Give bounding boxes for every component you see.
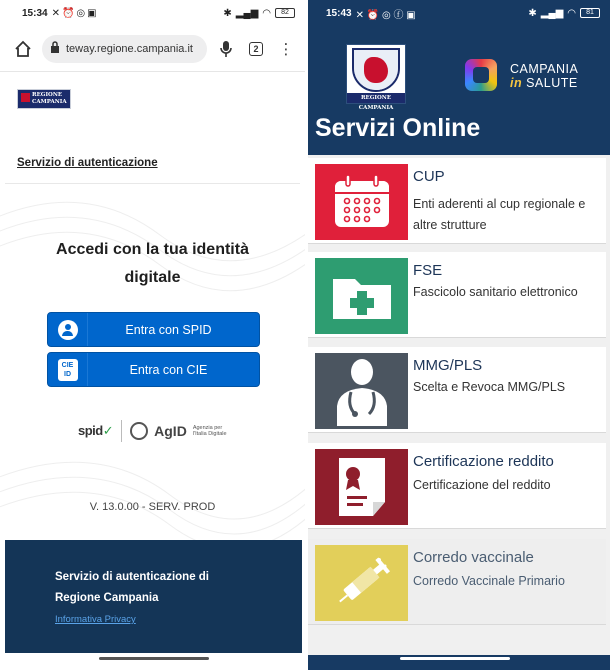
campania-in-salute-icon (465, 59, 497, 91)
auth-service-link[interactable]: Servizio di autenticazione (17, 157, 158, 169)
gallery-icon: ▣ (87, 7, 97, 19)
privacy-link[interactable]: Informativa Privacy (55, 614, 136, 625)
battery-icon: 82 (275, 8, 295, 18)
whatsapp-icon: ◎ (76, 7, 86, 19)
battery-icon: 81 (580, 8, 600, 18)
service-card-certificazione-reddito[interactable] (308, 443, 606, 529)
service-title: CUP (413, 168, 445, 185)
logo-emblem-icon (21, 93, 30, 102)
service-subtitle: Scelta e Revoca MMG/PLS (413, 380, 566, 394)
cie-login-button[interactable] (47, 352, 260, 387)
page-title: Servizi Online (315, 114, 481, 142)
tabs-button[interactable] (245, 38, 267, 60)
spid-button-label: Entra con SPID (125, 322, 212, 337)
access-heading: Accedi con la tua identità digitale (56, 241, 249, 286)
signal-icon: ▂▄▆ (540, 7, 564, 19)
user-icon (58, 320, 78, 340)
home-gesture-bar[interactable] (400, 657, 510, 660)
notification-icons: ✕ ⏰ ◎ ⓕ ▣ (355, 9, 416, 21)
campania-map-icon (364, 57, 388, 83)
home-gesture-bar[interactable] (99, 657, 209, 660)
cie-button-label: Entra con CIE (129, 362, 208, 377)
regione-campania-logo[interactable] (17, 89, 71, 109)
services-list (308, 155, 610, 655)
app-header (308, 0, 610, 155)
service-title: FSE (413, 262, 443, 279)
status-time: 15:43 (326, 7, 352, 19)
microphone-icon[interactable] (215, 38, 237, 60)
tab-count: 2 (249, 42, 263, 56)
calendar-icon (315, 164, 408, 240)
wifi-icon: ◠ (262, 7, 271, 19)
bluetooth-icon: ✱ (528, 7, 537, 19)
wifi-icon: ◠ (567, 7, 576, 19)
medical-folder-icon (315, 258, 408, 334)
service-card-corredo-vaccinale[interactable] (308, 539, 606, 625)
service-title: MMG/PLS (413, 357, 483, 374)
footer (5, 540, 302, 653)
bluetooth-icon: ✱ (223, 7, 232, 19)
status-bar (308, 0, 610, 26)
right-phone-screen (308, 0, 610, 670)
address-bar[interactable] (42, 35, 207, 63)
logo-text: REGIONE CAMPANIA (32, 92, 67, 105)
more-options-icon[interactable]: ⋮ (278, 40, 294, 58)
syringe-icon (315, 545, 408, 621)
service-subtitle: Fascicolo sanitario elettronico (413, 285, 578, 299)
service-subtitle: Certificazione del reddito (413, 478, 551, 492)
agid-subtitle: Agenzia per l'Italia Digitale (192, 425, 227, 437)
spid-login-button[interactable] (47, 312, 260, 347)
mute-icon: ✕ (51, 7, 60, 19)
service-card-fse[interactable] (308, 252, 606, 338)
service-subtitle: Corredo Vaccinale Primario (413, 574, 565, 588)
url-text: teway.regione.campania.it (66, 42, 193, 55)
agid-emblem-icon (130, 422, 148, 440)
cie-id-icon: CIE ID (58, 359, 78, 381)
signal-icon: ▂▄▆ (235, 7, 259, 19)
status-time: 15:34 (22, 7, 48, 19)
partner-logos (78, 419, 233, 443)
service-title: Corredo vaccinale (413, 549, 534, 566)
footer-line-1: Servizio di autenticazione di (55, 571, 210, 583)
notification-icons (52, 8, 97, 19)
agid-logo: AgID (154, 423, 187, 439)
campania-in-salute-logo: CAMPANIA in SALUTE (510, 62, 579, 90)
logo-divider (121, 420, 122, 442)
home-icon[interactable] (12, 38, 34, 60)
service-subtitle: Enti aderenti al cup regionale e altre strutture (413, 197, 586, 232)
lock-icon (50, 41, 60, 56)
spid-logo: spid✓ (78, 423, 114, 438)
service-card-mmg-pls[interactable] (308, 347, 606, 433)
version-label: V. 13.0.00 - SERV. PROD (89, 501, 216, 513)
status-bar (0, 0, 305, 26)
service-card-cup[interactable] (308, 158, 606, 244)
service-title: Certificazione reddito (413, 453, 554, 470)
regione-campania-shield-logo (346, 44, 406, 111)
browser-toolbar (0, 26, 305, 72)
shield-caption: REGIONE CAMPANIA (347, 93, 405, 103)
doctor-icon (315, 353, 408, 429)
footer-line-2: Regione Campania (55, 592, 159, 604)
alarm-icon: ⏰ (61, 7, 75, 19)
check-icon: ✓ (102, 423, 114, 438)
certificate-icon (315, 449, 408, 525)
divider (5, 183, 300, 184)
